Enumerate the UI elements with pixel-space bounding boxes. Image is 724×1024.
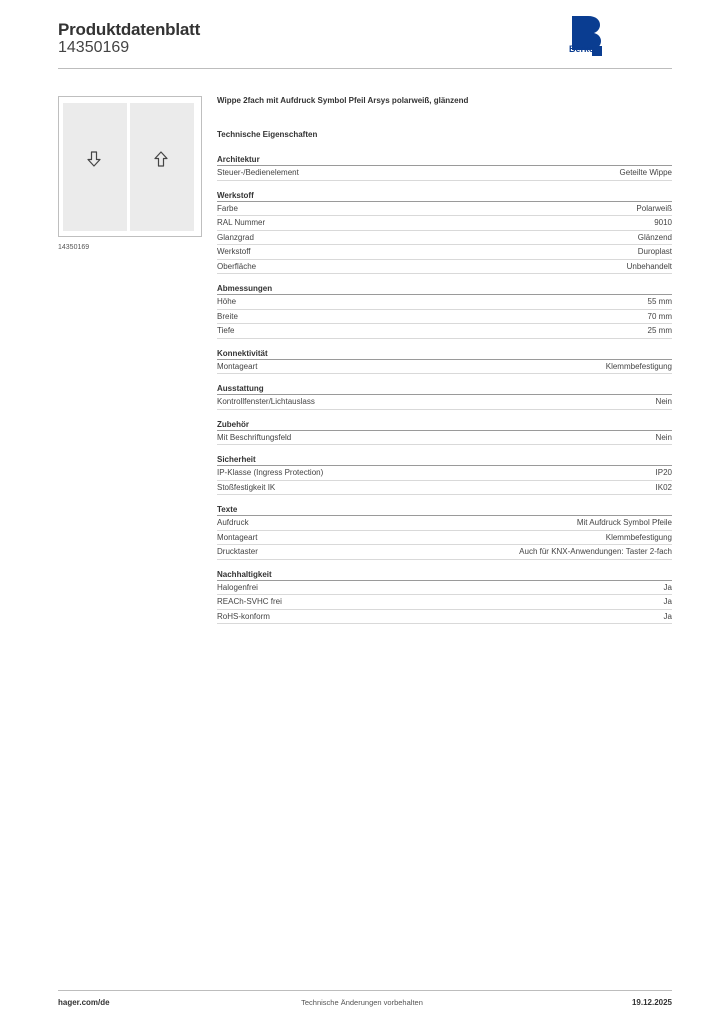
spec-value: 25 mm [647,326,672,335]
brand-name: Berker [569,44,598,54]
spec-label: Steuer-/Bedienelement [217,168,299,177]
rocker-right [130,103,194,231]
product-title: Wippe 2fach mit Aufdruck Symbol Pfeil Arsys polarweiß, glänzend [217,96,469,105]
section-title: Sicherheit [217,454,672,466]
spec-row [217,245,672,260]
spec-value: Ja [663,597,672,606]
spec-label: Oberfläche [217,261,257,271]
spec-label: Mit Beschriftungsfeld [217,432,292,442]
footer-divider [58,990,672,991]
spec-label: Tiefe [217,326,235,335]
spec-row [217,610,672,625]
spec-label: Werkstoff [217,247,251,256]
spec-value: 70 mm [647,311,672,321]
spec-label: RAL Nummer [217,218,266,227]
spec-label: Montageart [217,532,258,542]
spec-value: 9010 [654,218,672,227]
spec-row [217,395,672,410]
section-title: Texte [217,504,672,516]
spec-row [217,531,672,546]
section-title: Konnektivität [217,348,672,360]
spec-value: Auch für KNX-Anwendungen: Taster 2-fach [519,547,672,556]
spec-row [217,216,672,231]
product-image [58,96,202,237]
spec-row [217,260,672,275]
spec-section [217,154,672,181]
spec-section [217,454,672,495]
spec-row [217,466,672,481]
spec-row [217,166,672,181]
footer-disclaimer: Technische Änderungen vorbehalten [301,998,423,1007]
document-title: Produktdatenblatt [58,20,201,39]
spec-label: Montageart [217,361,258,371]
section-title: Architektur [217,154,672,166]
spec-section [217,283,672,339]
header-divider [58,68,672,69]
spec-label: RoHS-konform [217,611,270,621]
spec-row [217,295,672,310]
image-caption: 14350169 [58,244,90,251]
spec-section [217,569,672,625]
spec-label: Glanzgrad [217,232,254,242]
spec-label: REACh-SVHC frei [217,597,282,606]
spec-label: Stoßfestigkeit IK [217,482,276,492]
arrow-down-icon [87,151,101,167]
footer-date: 19.12.2025 [631,998,672,1007]
spec-value: Mit Aufdruck Symbol Pfeile [576,518,672,527]
spec-value: IK02 [655,482,672,492]
section-title: Ausstattung [217,383,672,395]
spec-row [217,516,672,531]
spec-row [217,202,672,217]
article-number: 14350169 [58,39,130,56]
section-title: Werkstoff [217,190,672,202]
tech-heading: Technische Eigenschaften [217,130,318,139]
spec-label: Kontrollfenster/Lichtauslass [217,397,315,406]
spec-label: Aufdruck [217,518,249,527]
spec-value: Unbehandelt [626,261,672,271]
footer-website[interactable]: hager.com/de [58,998,110,1007]
spec-value: 55 mm [647,297,672,306]
arrow-up-icon [154,151,168,167]
spec-row [217,231,672,246]
spec-value: Ja [663,611,672,621]
spec-row [217,360,672,375]
spec-label: Drucktaster [217,547,258,556]
spec-value: Geteilte Wippe [619,168,672,177]
spec-row [217,481,672,496]
section-title: Nachhaltigkeit [217,569,672,581]
spec-value: Nein [655,397,672,406]
spec-value: Glänzend [637,232,672,242]
spec-value: IP20 [655,468,672,477]
spec-row [217,324,672,339]
specifications [217,96,672,633]
spec-row [217,431,672,446]
spec-label: Farbe [217,203,238,213]
section-title: Abmessungen [217,283,672,295]
spec-label: Halogenfrei [217,582,258,592]
spec-section [217,348,672,375]
section-title: Zubehör [217,419,672,431]
spec-value: Ja [663,582,672,592]
spec-section [217,383,672,410]
spec-row [217,545,672,560]
spec-value: Duroplast [637,247,672,256]
spec-label: Höhe [217,297,237,306]
spec-section [217,419,672,446]
rocker-left [63,103,127,231]
spec-section [217,504,672,560]
spec-value: Klemmbefestigung [605,532,672,542]
spec-row [217,310,672,325]
spec-value: Nein [655,432,672,442]
spec-section [217,190,672,275]
spec-sections [217,154,672,624]
spec-label: Breite [217,311,238,321]
spec-row [217,595,672,610]
spec-value: Polarweiß [636,203,672,213]
spec-label: IP-Klasse (Ingress Protection) [217,468,324,477]
spec-row [217,581,672,596]
spec-value: Klemmbefestigung [605,361,672,371]
